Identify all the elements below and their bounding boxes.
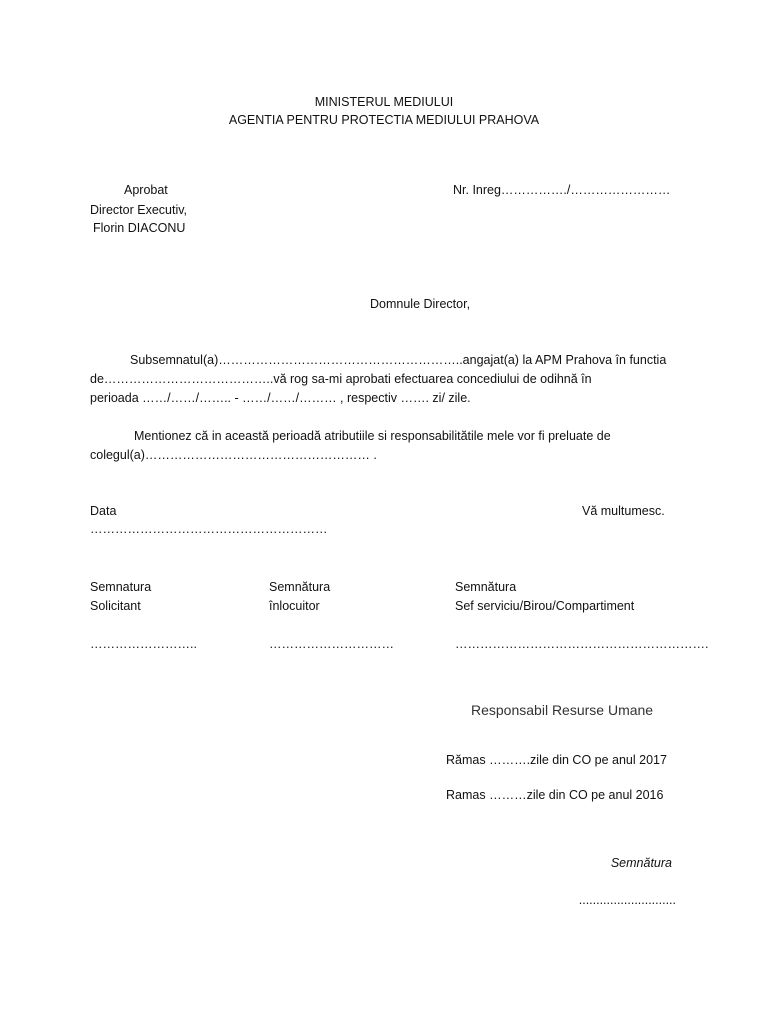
signature-applicant-dots: …………………….. — [90, 637, 197, 651]
request-line-3: perioada ……/……/…….. - ……/……/……… , respectiv ……. zi/ zile. — [90, 391, 471, 405]
signature-replacement-title: Semnătura — [269, 580, 331, 594]
hr-remaining-2016: Ramas ………zile din CO pe anul 2016 — [446, 788, 664, 802]
ministry-title: MINISTERUL MEDIULUI — [314, 95, 454, 109]
signature-manager-dots: ……………………………………………………. — [455, 637, 709, 651]
replacement-line-2: colegul(a)……………………………………………… . — [90, 448, 377, 462]
salutation: Domnule Director, — [370, 297, 471, 311]
signature-replacement-dots: ………………………… — [269, 637, 394, 651]
approval-name: Florin DIACONU — [93, 221, 186, 235]
signature-applicant-title: Semnatura — [90, 580, 152, 594]
approval-label: Aprobat — [124, 183, 168, 197]
date-dots: ………………………………………………… — [90, 522, 328, 536]
registration-number: Nr. Inreg……………./…………………… — [453, 183, 671, 197]
date-label: Data — [90, 504, 117, 518]
thanks-text: Vă multumesc. — [582, 504, 665, 518]
hr-signature-label: Semnătura — [610, 856, 672, 870]
hr-remaining-2017: Rămas ……….zile din CO pe anul 2017 — [446, 753, 667, 767]
request-line-2: de…………………………………..vă rog sa-mi aprobati efectuarea concediului de odihnă în — [90, 372, 592, 386]
replacement-line-1: Mentionez că in această perioadă atributiile si responsabilitătile mele vor fi preluate de — [134, 429, 611, 443]
signature-manager-subtitle: Sef serviciu/Birou/Compartiment — [455, 599, 635, 613]
signature-replacement-subtitle: înlocuitor — [269, 599, 320, 613]
agency-title: AGENTIA PENTRU PROTECTIA MEDIULUI PRAHOVA — [228, 113, 540, 127]
hr-responsible-label: Responsabil Resurse Umane — [471, 702, 654, 718]
hr-signature-dots: ............................ — [578, 893, 676, 907]
approval-role: Director Executiv, — [90, 203, 188, 217]
signature-manager-title: Semnătura — [455, 580, 517, 594]
signature-applicant-subtitle: Solicitant — [90, 599, 141, 613]
request-line-1: Subsemnatul(a)…………………………………………………..angajat(a) la APM Prahova în functia — [130, 353, 667, 367]
